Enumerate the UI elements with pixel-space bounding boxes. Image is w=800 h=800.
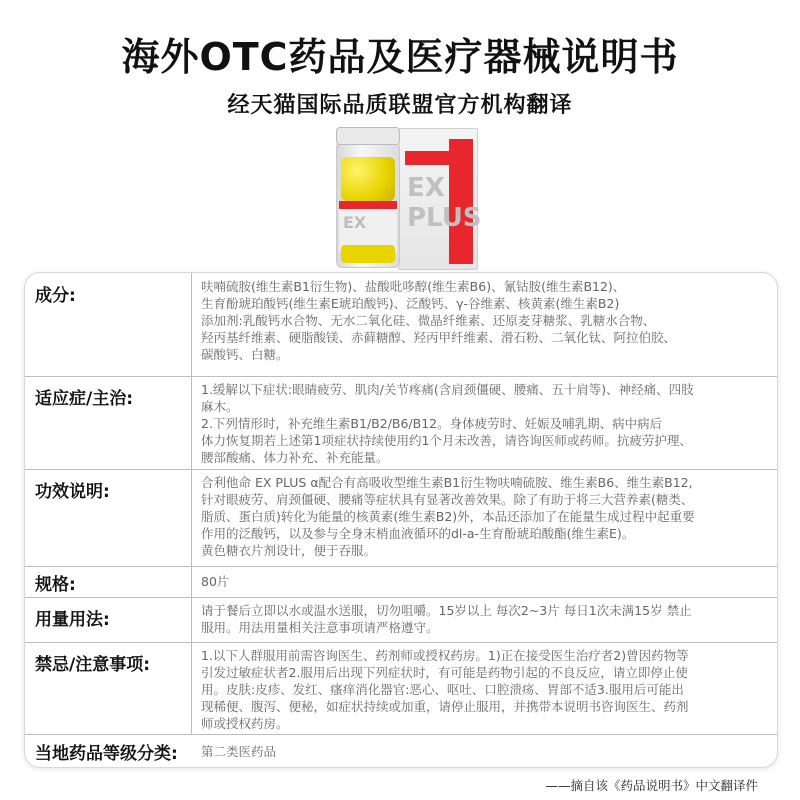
value-line: 用。皮肤:皮疹、发红、瘙痒消化器官:恶心、呕吐、口腔溃疡、胃部不适3.服用后可能出 xyxy=(201,682,684,697)
row-value xyxy=(201,743,771,760)
value-line: 碳酸钙、白糖。 xyxy=(201,347,289,362)
row-value xyxy=(201,573,771,590)
info-table xyxy=(24,272,778,768)
value-line: 呋喃硫胺(维生素B1衍生物)、盐酸吡哆醇(维生素B6)、氰钴胺(维生素B12)、 xyxy=(201,279,626,294)
value-line: 2.下列情形时，补充维生素B1/B2/B6/B12。身体疲劳时、妊娠及哺乳期、病中病后 xyxy=(201,416,663,431)
row-label-cell xyxy=(25,273,192,376)
value-line: 针对眼疲劳、肩颈僵硬、腰痛等症状具有显著改善效果。除了有助于将三大营养素(糖类、 xyxy=(201,492,694,507)
bottle-logo-text: EX xyxy=(343,213,367,232)
table-row-ingredients xyxy=(25,273,777,377)
row-label-cell xyxy=(25,376,192,469)
value-line: 80片 xyxy=(201,574,230,589)
value-line: 合利他命 EX PLUS α配合有高吸收型维生素B1衍生物呋喃硫胺、维生素B6、维生素B12, xyxy=(201,475,693,490)
value-line: 引发过敏症状者2.服用后出现下列症状时，有可能是药物引起的不良反应，请立即停止使 xyxy=(201,665,688,680)
row-label-cell xyxy=(25,642,192,734)
value-line: 麻木。 xyxy=(201,399,239,414)
value-line: 师或授权药房。 xyxy=(201,716,289,731)
table-row-dosage xyxy=(25,597,777,643)
value-line: 服用。用法用量相关注意事项请严格遵守。 xyxy=(201,620,439,635)
source-note: ——摘自该《药品说明书》中文翻译件 xyxy=(545,778,758,793)
value-line: 生育酚琥珀酸钙(维生素E琥珀酸钙)、泛酸钙、γ-谷维素、核黄素(维生素B2) xyxy=(201,296,620,311)
row-value xyxy=(201,474,771,559)
value-line: 第二类医药品 xyxy=(201,744,277,759)
row-value xyxy=(201,647,771,732)
value-line: 脂质、蛋白质)转化为能量的核黄素(维生素B2)外，本品还添加了在能量生成过程中起重要 xyxy=(201,509,695,524)
table-row-specification xyxy=(25,566,777,598)
value-line: 添加剂:乳酸钙水合物、无水二氧化硅、微晶纤维素、还原麦芽糖浆、乳糖水合物、 xyxy=(201,313,656,328)
row-label-cell xyxy=(25,469,192,566)
row-label-cell xyxy=(25,597,192,642)
value-line: 1.以下人群服用前需咨询医生、药剂师或授权药房。1)正在接受医生治疗者2)曾因药物等 xyxy=(201,648,689,663)
row-label: 成分: xyxy=(35,286,76,306)
product-box xyxy=(398,128,482,270)
row-label: 当地药品等级分类: xyxy=(35,744,178,764)
value-line: 现稀便、腹泻、便秘，如症状持续或加重，请停止服用，并携带本说明书咨询医生、药剂 xyxy=(201,699,689,714)
row-label-cell xyxy=(25,566,192,597)
page-subtitle: 经天猫国际品质联盟官方机构翻译 xyxy=(227,93,573,118)
row-label: 规格: xyxy=(35,575,76,595)
row-label: 用量用法: xyxy=(35,610,110,630)
value-line: 作用的泛酸钙，以及参与全身末梢血液循环的dl-a-生育酚琥珀酸酯(维生素E)。 xyxy=(201,526,635,541)
value-line: 羟丙基纤维素、硬脂酸镁、赤藓糖醇、羟丙甲纤维素、滑石粉、二氧化钛、阿拉伯胶、 xyxy=(201,330,677,345)
row-label: 功效说明: xyxy=(35,482,110,502)
table-row-classification xyxy=(25,734,777,767)
value-line: 黄色糖衣片剂设计，便于吞服。 xyxy=(201,543,377,558)
row-label: 适应症/主治: xyxy=(35,389,134,409)
table-row-indications xyxy=(25,376,777,470)
product-image xyxy=(330,124,480,269)
value-line: 1.缓解以下症状:眼睛疲劳、肌肉/关节疼痛(含肩颈僵硬、腰痛、五十肩等)、神经痛、四肢 xyxy=(201,382,694,397)
box-logo-text: EX PLUS xyxy=(407,173,482,233)
row-value xyxy=(201,381,771,466)
table-row-precautions xyxy=(25,642,777,735)
value-line: 腰部酸痛、体力补充、补充能量。 xyxy=(201,450,389,465)
row-value xyxy=(201,278,771,363)
page-title: 海外OTC药品及医疗器械说明书 xyxy=(121,35,679,79)
row-label: 禁忌/注意事项: xyxy=(35,655,151,675)
value-line: 请于餐后立即以水或温水送服，切勿咀嚼。15岁以上 每次2~3片 每日1次未满15岁 禁止 xyxy=(201,603,692,618)
table-row-efficacy xyxy=(25,469,777,567)
value-line: 体力恢复期若上述第1项症状持续使用约1个月未改善，请咨询医师或药师。抗疲劳护理、 xyxy=(201,433,692,448)
row-value xyxy=(201,602,771,636)
row-label-cell xyxy=(25,734,191,767)
product-bottle xyxy=(336,138,400,268)
